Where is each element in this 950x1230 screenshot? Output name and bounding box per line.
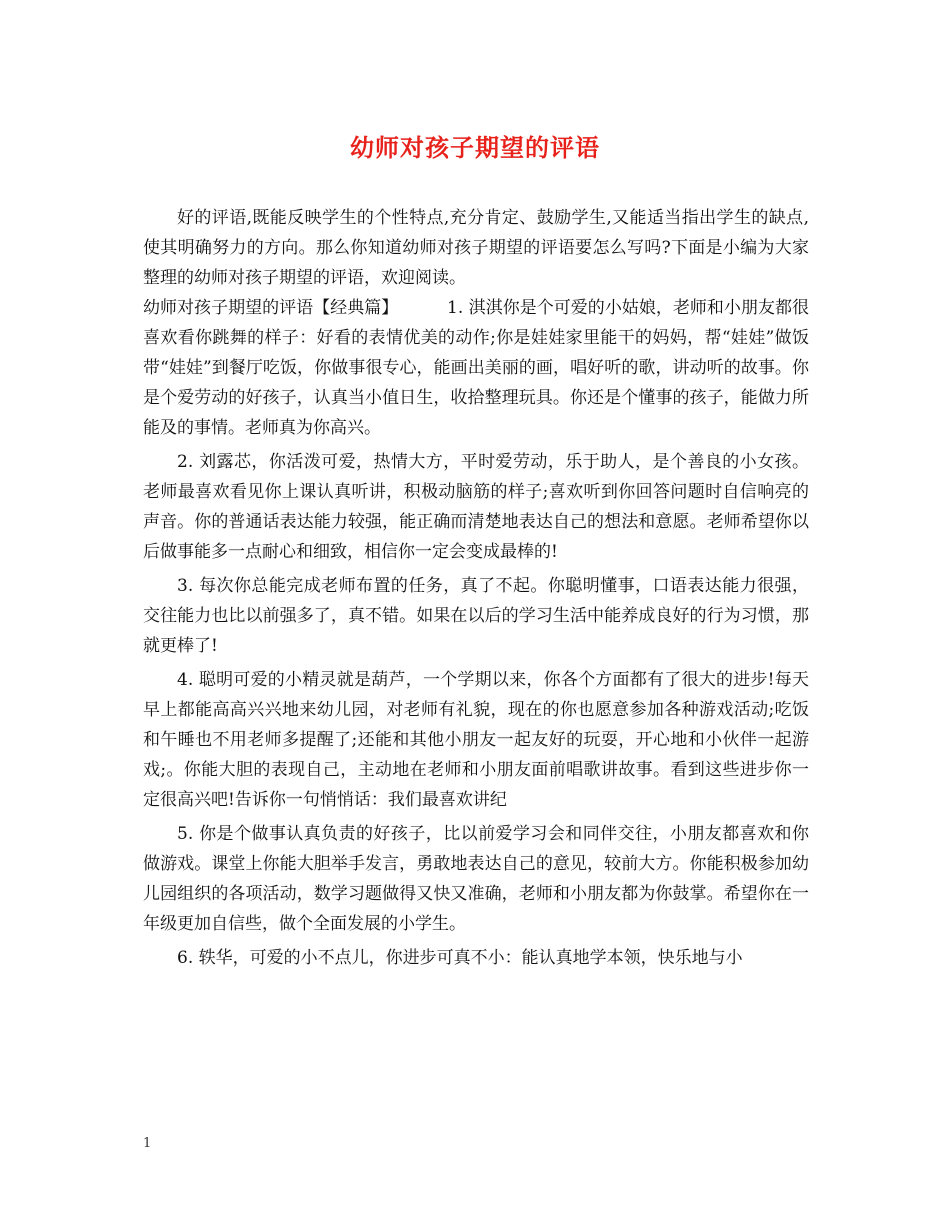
document-title: 幼师对孩子期望的评语 bbox=[350, 133, 600, 162]
comment-item-6: 6. 轶华，可爱的小不点儿，你进步可真不小：能认真地学本领，快乐地与小 bbox=[177, 948, 743, 968]
section-heading: 幼师对孩子期望的评语【经典篇】 bbox=[143, 298, 399, 318]
page-number: 1 bbox=[143, 1136, 152, 1151]
comment-item-5: 5. 你是个做事认真负责的好孩子，比以前爱学习会和同伴交往，小朋友都喜欢和你做游戏。课堂上你能大胆举手发言，勇敢地表达自己的意见，较前大方。你能积极参加幼儿园组织的各项活动，数学习题做得又快又准确，老师和小朋友都为你鼓掌。希望你在一年级更加自信些，做个全面发展的小学生。 bbox=[143, 824, 809, 934]
comment-item-4: 4. 聪明可爱的小精灵就是葫芦，一个学期以来，你各个方面都有了很大的进步!每天早上都能高高兴兴地来幼儿园，对老师有礼貌，现在的你也愿意参加各种游戏活动;吃饭和午睡也不用老师多提醒了;还能和其他小朋友一起友好的玩耍，开心地和小伙伴一起游戏;。你能大胆的表现自己，主动地在老师和小朋友面前唱歌讲故事。看到这些进步你一定很高兴吧!告诉你一句悄悄话：我们最喜欢讲纪 bbox=[143, 670, 809, 810]
comment-item-1: 1. 淇淇你是个可爱的小姑娘，老师和小朋友都很喜欢看你跳舞的样子：好看的表情优美的动作;你是娃娃家里能干的妈妈，帮“娃娃”做饭带“娃娃”到餐厅吃饭，你做事很专心，能画出美丽的画，唱好听的歌，讲动听的故事。你是个爱劳动的好孩子，认真当小值日生，收拾整理玩具。你还是个懂事的孩子，能做力所能及的事情。老师真为你高兴。 bbox=[143, 298, 810, 438]
intro-paragraph: 好的评语,既能反映学生的个性特点,充分肯定、鼓励学生,又能适当指出学生的缺点,使其明确努力的方向。那么你知道幼师对孩子期望的评语要怎么写吗?下面是小编为大家整理的幼师对孩子期望的评语，欢迎阅读。 bbox=[143, 208, 809, 288]
section-paragraph bbox=[143, 293, 809, 443]
comment-item-2: 2. 刘露芯，你活泼可爱，热情大方，平时爱劳动，乐于助人，是个善良的小女孩。老师最喜欢看见你上课认真听讲，积极动脑筋的样子;喜欢听到你回答问题时自信响亮的声音。你的普通话表达能力较强，能正确而清楚地表达自己的想法和意愿。老师希望你以后做事能多一点耐心和细致，相信你一定会变成最棒的! bbox=[143, 452, 809, 562]
document-body bbox=[143, 203, 809, 973]
comment-item-3: 3. 每次你总能完成老师布置的任务，真了不起。你聪明懂事，口语表达能力很强，交往能力也比以前强多了，真不错。如果在以后的学习生活中能养成良好的行为习惯，那就更棒了! bbox=[143, 576, 809, 656]
